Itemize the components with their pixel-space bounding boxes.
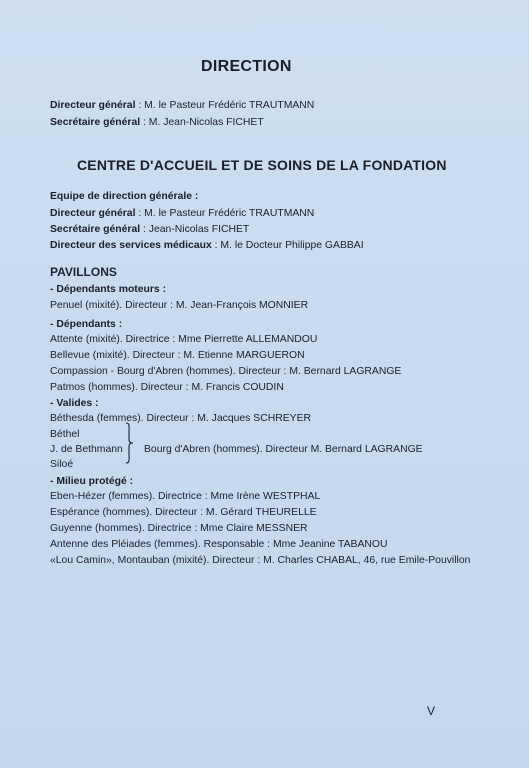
label: Directeur général (50, 100, 136, 111)
direction-line-secretaire (50, 116, 264, 129)
equipe-heading: Equipe de direction générale : (50, 191, 199, 202)
group-item: Siloé (50, 459, 74, 470)
separator: : (211, 240, 221, 251)
value: M. Jean-Nicolas FICHET (148, 117, 264, 128)
list-item: Bellevue (mixité). Directeur : M. Etienne MARGUERON (50, 350, 305, 361)
group-item: Béthel (50, 429, 80, 440)
value: Jean-Nicolas FICHET (148, 224, 250, 235)
label: Secrétaire général (50, 224, 141, 235)
list-item: Attente (mixité). Directrice : Mme Pierrette ALLEMANDOU (50, 334, 318, 345)
group-text: Bourg d'Abren (hommes). Directeur M. Bernard LAGRANGE (144, 444, 423, 455)
direction-title: DIRECTION (201, 58, 292, 75)
dependants-heading: - Dépendants : (50, 319, 123, 330)
list-item: Béthesda (femmes). Directeur : M. Jacques SCHREYER (50, 413, 312, 424)
curly-brace-icon (124, 422, 134, 464)
list-item: Eben-Hézer (femmes). Directrice : Mme Irène WESTPHAL (50, 491, 321, 502)
label: Directeur des services médicaux (50, 240, 212, 251)
page-number: V (427, 704, 436, 718)
centre-line-medical (50, 239, 364, 252)
list-item: Guyenne (hommes). Directrice : Mme Claire MESSNER (50, 523, 308, 534)
centre-line-secretaire (50, 223, 249, 236)
centre-line-directeur (50, 207, 314, 220)
value: M. le Docteur Philippe GABBAI (220, 240, 364, 251)
separator: : (135, 208, 145, 219)
separator: : (140, 224, 149, 235)
list-item: Espérance (hommes). Directeur : M. Gérard THEURELLE (50, 507, 317, 518)
separator: : (135, 100, 145, 111)
label: Directeur général (50, 208, 136, 219)
milieu-protege-heading: - Milieu protégé : (50, 476, 134, 487)
list-item: Antenne des Pléiades (femmes). Responsable : Mme Jeanine TABANOU (50, 539, 388, 550)
direction-line-directeur (50, 99, 314, 112)
valides-heading: - Valides : (50, 398, 99, 409)
separator: : (140, 117, 149, 128)
centre-title: CENTRE D'ACCUEIL ET DE SOINS DE LA FONDATION (77, 157, 447, 173)
label: Secrétaire général (50, 117, 141, 128)
group-item: J. de Bethmann (50, 444, 123, 455)
value: M. le Pasteur Frédéric TRAUTMANN (144, 208, 315, 219)
dependants-moteurs-heading: - Dépendants moteurs : (50, 284, 167, 295)
list-item: «Lou Camin», Montauban (mixité). Directeur : M. Charles CHABAL, 46, rue Emile-Pouvillon (50, 555, 471, 566)
list-item: Patmos (hommes). Directeur : M. Francis COUDIN (50, 382, 284, 393)
pavillons-title: PAVILLONS (50, 265, 117, 279)
list-item: Penuel (mixité). Directeur : M. Jean-François MONNIER (50, 300, 309, 311)
list-item: Compassion - Bourg d'Abren (hommes). Directeur : M. Bernard LAGRANGE (50, 366, 402, 377)
value: M. le Pasteur Frédéric TRAUTMANN (144, 100, 315, 111)
